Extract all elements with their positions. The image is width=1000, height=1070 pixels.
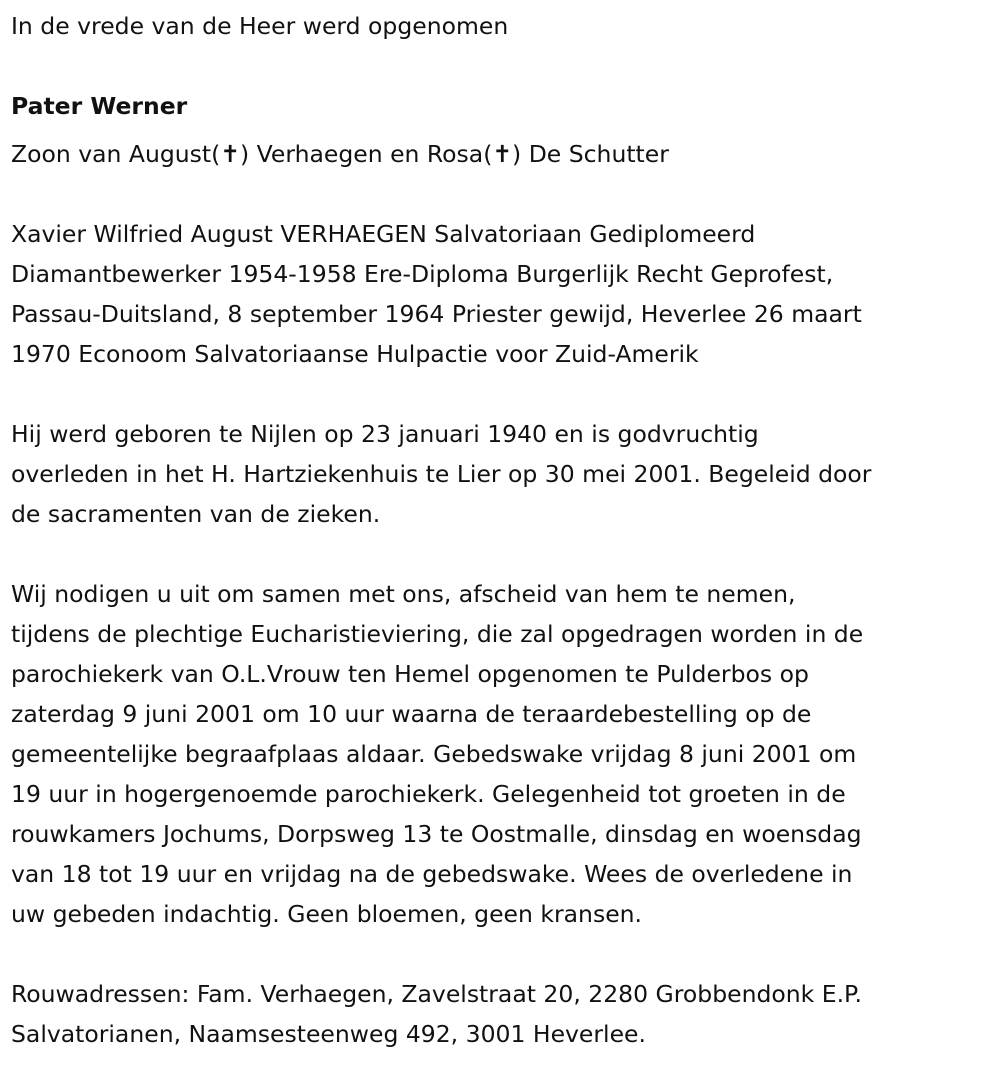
parents-line: Zoon van August(✝) Verhaegen en Rosa(✝) De Schutter [11, 140, 669, 168]
text-line: de sacramenten van de zieken. [11, 500, 381, 528]
text-line: zaterdag 9 juni 2001 om 10 uur waarna de teraardebestelling op de [11, 700, 812, 728]
text-line: Salvatorianen, Naamsesteenweg 492, 3001 Heverlee. [11, 1020, 646, 1048]
text-line: gemeentelijke begraafplaas aldaar. Gebedswake vrijdag 8 juni 2001 om [11, 740, 857, 768]
mourning-addresses-paragraph [11, 974, 1000, 1054]
biography-paragraph [11, 214, 1000, 374]
text-line: tijdens de plechtige Eucharistieviering, die zal opgedragen worden in de [11, 620, 864, 648]
text-line: 19 uur in hogergenoemde parochiekerk. Gelegenheid tot groeten in de [11, 780, 846, 808]
birth-death-paragraph [11, 414, 1000, 534]
funeral-paragraph [11, 574, 1000, 934]
text-line: rouwkamers Jochums, Dorpsweg 13 te Oostmalle, dinsdag en woensdag [11, 820, 862, 848]
text-line: Diamantbewerker 1954-1958 Ere-Diploma Burgerlijk Recht Geprofest, [11, 260, 834, 288]
text-line: van 18 tot 19 uur en vrijdag na de gebedswake. Wees de overledene in [11, 860, 853, 888]
text-line: Passau-Duitsland, 8 september 1964 Priester gewijd, Heverlee 26 maart [11, 300, 862, 328]
text-line: uw gebeden indachtig. Geen bloemen, geen kransen. [11, 900, 643, 928]
text-line: Wij nodigen u uit om samen met ons, afscheid van hem te nemen, [11, 580, 796, 608]
text-line: 1970 Econoom Salvatoriaanse Hulpactie voor Zuid-Amerik [11, 340, 699, 368]
text-line: parochiekerk van O.L.Vrouw ten Hemel opgenomen te Pulderbos op [11, 660, 809, 688]
text-line: Rouwadressen: Fam. Verhaegen, Zavelstraat 20, 2280 Grobbendonk E.P. [11, 980, 863, 1008]
text-line: overleden in het H. Hartziekenhuis te Lier op 30 mei 2001. Begeleid door [11, 460, 872, 488]
intro-line: In de vrede van de Heer werd opgenomen [11, 12, 509, 40]
text-line: Hij werd geboren te Nijlen op 23 januari 1940 en is godvruchtig [11, 420, 759, 448]
deceased-name: Pater Werner [11, 92, 188, 120]
text-line: Xavier Wilfried August VERHAEGEN Salvatoriaan Gediplomeerd [11, 220, 756, 248]
